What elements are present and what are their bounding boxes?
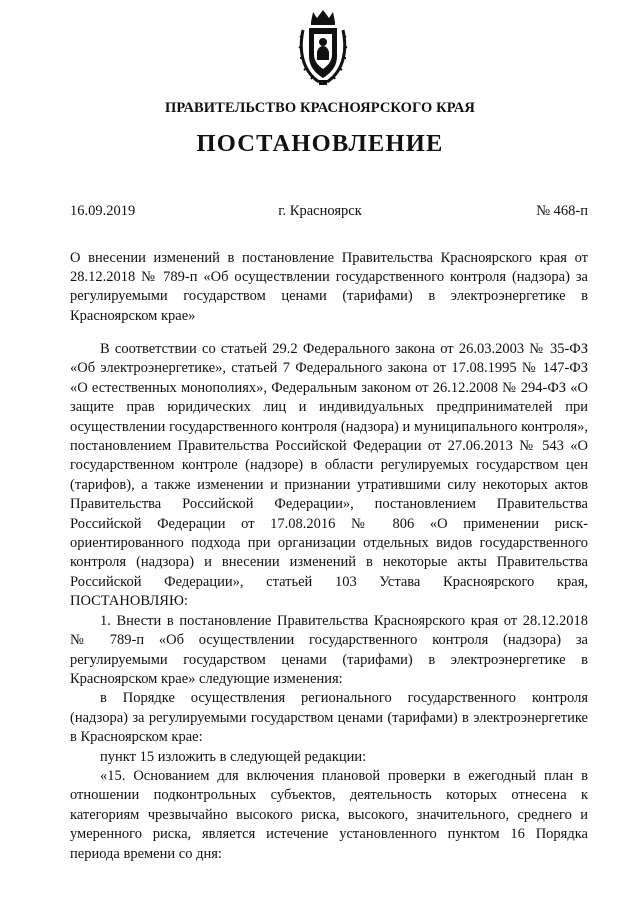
paragraph-order-section: в Порядке осуществления регионального государственного контроля (надзора) за регулируемыми государством ценами (тарифами) в электроэнергетике в Красноярском крае: — [70, 690, 588, 746]
paragraph-point-15-text: «15. Основанием для включения плановой проверки в ежегодный план в отношении подконтрольных субъектов, деятельность которых отнесена к категориям чрезвычайно высокого риска, высокого, значительного, среднего и умеренного риска, является истечение установленного пунктом 16 Порядка периода времени со дня: — [70, 767, 588, 862]
paragraph-point-15-intro: пункт 15 изложить в следующей редакции: — [100, 748, 367, 765]
paragraph-item-1: 1. Внести в постановление Правительства Красноярского края от 28.12.2018 № 789-п «Об осуществлении государственного контроля (надзора) за регулируемыми государством ценами (тарифами) в электроэнергетике в Красноярском крае» следующие изменения: — [70, 612, 588, 687]
document-heading: О внесении изменений в постановление Правительства Красноярского края от 28.12.2018 № 789-п «Об осуществлении государственного контроля (надзора) за регулируемыми государством ценами (тарифами) в электроэнергетике в Красноярском крае» — [70, 250, 588, 324]
document-city: г. Красноярск — [278, 203, 362, 219]
government-name: ПРАВИТЕЛЬСТВО КРАСНОЯРСКОГО КРАЯ — [164, 100, 475, 116]
paragraph-preamble: В соответствии со статьей 29.2 Федерального закона от 26.03.2003 № 35-ФЗ «Об электроэнергетике», статьей 7 Федерального закона от 17.08.1995 № 147-ФЗ «О естественных монополиях», Федеральным законом от 26.12.2008 № 294-ФЗ «О защите прав юридических лиц и индивидуальных предпринимателей при осуществлении государственного контроля (надзора) и муниципального контроля», постановлением Правительства Российской Федерации от 27.06.2013 № 543 «О государственном контроле (надзоре) в области регулируемых государством цен (тарифов), а также изменении и признании утратившими силу некоторых актов Правительства Российской Федерации», постановлением Правительства Российской Федерации от 17.08.2016 № 806 «О применении риск-ориентированного подхода при организации отдельных видов государственного контроля (надзора) и внесении изменений в некоторые акты Правительства Российской Федерации», статьей 103 Устава Красноярского края, ПОСТАНОВЛЯЮ: — [70, 341, 588, 610]
document-title: ПОСТАНОВЛЕНИЕ — [196, 130, 444, 157]
document-number: № 468-п — [536, 203, 588, 219]
coat-of-arms-icon — [297, 8, 349, 88]
document-date: 16.09.2019 — [70, 203, 136, 219]
document-body — [70, 340, 588, 864]
